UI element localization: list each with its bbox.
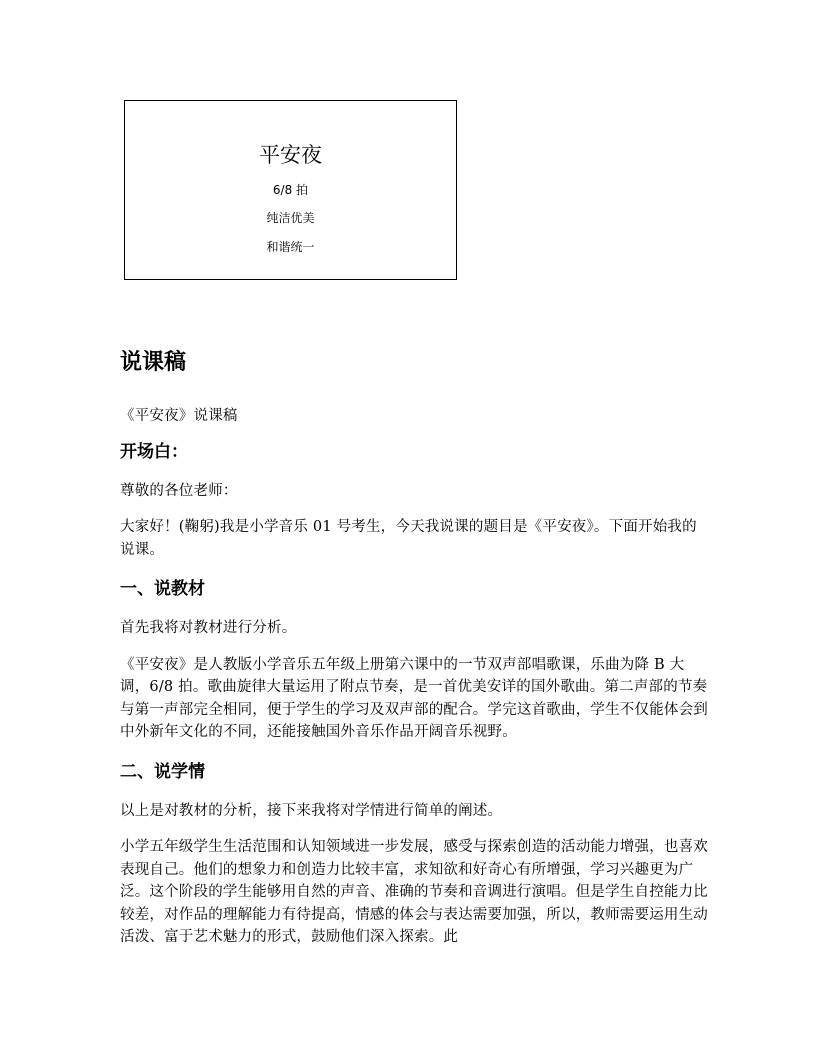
board-line-mood: 纯洁优美	[266, 211, 315, 225]
greeting-paragraph: 尊敬的各位老师：	[120, 482, 238, 499]
section1-paragraph-1: 首先我将对教材进行分析。	[120, 620, 297, 636]
blackboard-design-box	[124, 100, 457, 280]
board-line-harmony: 和谐统一	[266, 240, 315, 254]
section2-heading: 二、说学情	[120, 761, 205, 782]
document-subtitle: 《平安夜》说课稿	[120, 408, 238, 424]
section2-paragraph-1: 以上是对教材的分析，接下来我将对学情进行简单的阐述。	[120, 802, 503, 819]
section1-heading: 一、说教材	[120, 579, 205, 599]
section1-paragraph-2: 《平安夜》是人教版小学音乐五年级上册第六课中的一节双声部唱歌课，乐曲为降 B 大调，6/8 拍。歌曲旋律大量运用了附点节奏，是一首优美安详的国外歌曲。第二声部的节奏与第一声部完全相同，便于学生的学习及双声部的配合。学完这首歌曲，学生不仅能体会到中外新年文化的不同，还能接触国外音乐作品开阔音乐视野。	[120, 656, 708, 740]
intro-paragraph: 大家好！(鞠躬)我是小学音乐 01 号考生，今天我说课的题目是《平安夜》。下面开始我的说课。	[120, 519, 697, 558]
document-title: 说课稿	[120, 350, 187, 375]
board-title: 平安夜	[259, 143, 322, 167]
board-line-meter: 6/8 拍	[272, 183, 309, 197]
opening-heading: 开场白：	[120, 441, 188, 462]
document-body	[120, 345, 710, 963]
section2-paragraph-2: 小学五年级学生生活范围和认知领域进一步发展，感受与探索创造的活动能力增强，也喜欢表现自己。他们的想象力和创造力比较丰富，求知欲和好奇心有所增强，学习兴趣更为广泛。这个阶段的学生能够用自然的声音、准确的节奏和音调进行演唱。但是学生自控能力比较差，对作品的理解能力有待提高，情感的体会与表达需要加强，所以，教师需要运用生动活泼、富于艺术魅力的形式，鼓励他们深入探索。此	[120, 839, 708, 945]
